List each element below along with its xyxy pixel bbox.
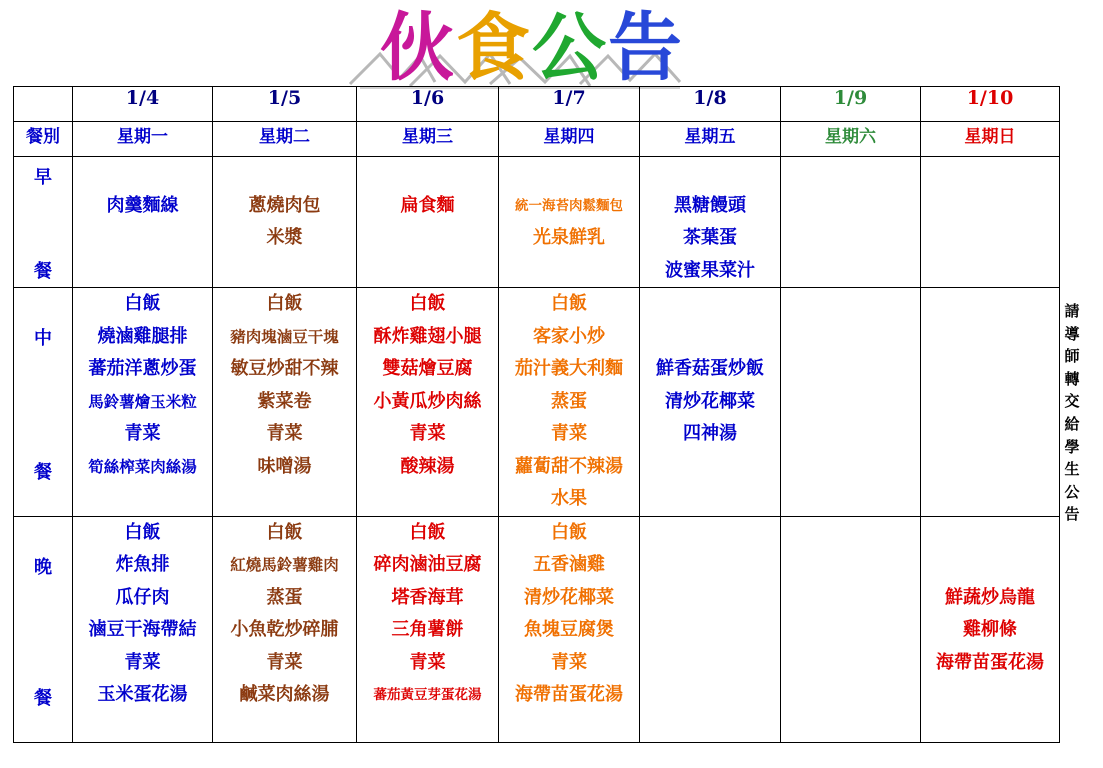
menu-item: 鮮香菇蛋炒飯 — [656, 358, 764, 379]
date-cell: 1/9 — [781, 87, 921, 122]
menu-item: 白飯 — [551, 521, 587, 543]
weekday-cell: 星期二 — [213, 122, 357, 157]
meal-menu-table — [13, 86, 1060, 743]
menu-item — [640, 321, 780, 354]
weekday-row — [14, 122, 1060, 157]
menu-item: 白飯 — [551, 293, 587, 314]
menu-item: 蕃茄洋蔥炒蛋 — [88, 358, 197, 379]
menu-cell — [499, 288, 640, 517]
menu-item: 青菜 — [124, 651, 161, 673]
menu-item: 白飯 — [409, 293, 446, 314]
menu-item: 蒸蛋 — [551, 390, 587, 412]
menu-item: 炸魚排 — [115, 554, 170, 575]
menu-item — [499, 157, 639, 190]
menu-cell — [73, 288, 213, 517]
menu-item: 青菜 — [266, 651, 303, 673]
side-note-char: 學 — [1064, 437, 1080, 456]
menu-cell — [73, 516, 213, 742]
menu-cell — [640, 516, 781, 742]
page-title — [380, 4, 684, 92]
menu-item: 酥炸雞翅小腿 — [373, 325, 482, 347]
date-cell: 1/6 — [357, 87, 499, 122]
title-char: 伙 — [380, 5, 456, 91]
menu-item: 清炒花椰菜 — [524, 586, 614, 608]
menu-item: 鹹菜肉絲湯 — [239, 684, 330, 705]
menu-item: 統一海苔肉鬆麵包 — [515, 197, 623, 214]
meal-label — [14, 516, 73, 742]
title-char: 告 — [608, 5, 684, 91]
menu-item: 茶葉蛋 — [683, 227, 737, 248]
menu-item: 海帶苗蛋花湯 — [936, 651, 1044, 673]
menu-item: 青菜 — [266, 423, 303, 444]
menu-cell — [781, 516, 921, 742]
menu-item: 水果 — [551, 488, 587, 509]
menu-cell — [921, 516, 1060, 742]
menu-item: 敏豆炒甜不辣 — [230, 358, 339, 379]
menu-item: 魚塊豆腐煲 — [524, 619, 614, 640]
header-corner — [14, 87, 73, 122]
weekday-cell: 星期日 — [921, 122, 1060, 157]
date-cell: 1/10 — [921, 87, 1060, 122]
menu-item: 清炒花椰菜 — [665, 390, 755, 412]
side-note-char: 轉 — [1064, 369, 1080, 388]
menu-item: 筍絲榨菜肉絲湯 — [88, 456, 197, 476]
menu-item: 米漿 — [266, 227, 303, 248]
menu-item: 酸辣湯 — [400, 455, 455, 477]
menu-item: 青菜 — [551, 423, 587, 444]
menu-item: 白飯 — [124, 521, 161, 543]
menu-item: 青菜 — [409, 651, 446, 673]
lunch-row — [14, 288, 1060, 517]
menu-item — [921, 517, 1059, 550]
menu-item: 馬鈴薯燴玉米粒 — [88, 391, 197, 411]
date-cell: 1/4 — [73, 87, 213, 122]
menu-item: 蕃茄黃豆芽蛋花湯 — [373, 687, 482, 703]
meal-label-top: 晚 — [34, 556, 52, 578]
menu-cell — [73, 157, 213, 288]
menu-item: 雞柳條 — [963, 619, 1017, 640]
menu-item: 客家小炒 — [533, 325, 605, 347]
menu-cell — [640, 288, 781, 517]
menu-item: 光泉鮮乳 — [533, 227, 605, 248]
meal-label-bottom: 餐 — [34, 261, 52, 282]
menu-item: 小魚乾炒碎脯 — [230, 619, 339, 640]
menu-cell — [213, 288, 357, 517]
menu-cell — [499, 516, 640, 742]
menu-item: 三角薯餅 — [391, 619, 464, 640]
menu-item: 四神湯 — [683, 423, 737, 444]
menu-item: 蒸蛋 — [266, 586, 303, 608]
meal-label-bottom: 餐 — [34, 687, 52, 709]
menu-item: 白飯 — [266, 293, 303, 314]
side-note-char: 請 — [1064, 302, 1080, 320]
menu-item: 白飯 — [124, 293, 161, 314]
side-note-char: 交 — [1064, 392, 1080, 411]
menu-item: 碎肉滷油豆腐 — [373, 554, 482, 575]
side-note-char: 師 — [1064, 347, 1080, 366]
date-cell: 1/5 — [213, 87, 357, 122]
menu-item: 黑糖饅頭 — [674, 194, 746, 216]
menu-cell — [213, 157, 357, 288]
menu-item — [357, 157, 498, 190]
menu-cell — [357, 516, 499, 742]
side-note-char: 給 — [1064, 414, 1080, 433]
menu-item: 青菜 — [551, 651, 587, 673]
menu-item: 鮮蔬炒烏龍 — [945, 586, 1035, 608]
menu-item: 燒滷雞腿排 — [97, 325, 188, 347]
menu-item — [921, 549, 1059, 582]
weekday-cell: 星期一 — [73, 122, 213, 157]
breakfast-row — [14, 157, 1060, 288]
menu-cell — [357, 288, 499, 517]
meal-label-top: 中 — [34, 328, 52, 349]
title-banner — [340, 4, 740, 94]
menu-item — [73, 157, 212, 190]
menu-item — [213, 157, 356, 190]
title-char: 公 — [532, 5, 608, 91]
menu-item: 青菜 — [409, 423, 446, 444]
menu-cell — [781, 157, 921, 288]
weekday-cell: 星期五 — [640, 122, 781, 157]
menu-item: 青菜 — [124, 423, 161, 444]
menu-item: 蘿蔔甜不辣湯 — [515, 455, 623, 477]
menu-item: 肉羹麵線 — [106, 194, 179, 216]
meal-type-label: 餐別 — [14, 122, 73, 157]
menu-item: 紅燒馬鈴薯雞肉 — [230, 555, 339, 574]
menu-cell — [921, 157, 1060, 288]
menu-item: 味噌湯 — [257, 455, 312, 477]
menu-item: 玉米蛋花湯 — [97, 684, 188, 705]
menu-cell — [357, 157, 499, 288]
menu-cell — [781, 288, 921, 517]
weekday-cell: 星期四 — [499, 122, 640, 157]
side-note-char: 公 — [1064, 482, 1080, 501]
side-note-char: 導 — [1064, 324, 1080, 343]
date-cell: 1/8 — [640, 87, 781, 122]
menu-item: 雙菇燴豆腐 — [382, 358, 473, 379]
weekday-cell: 星期六 — [781, 122, 921, 157]
menu-cell — [921, 288, 1060, 517]
menu-item — [640, 288, 780, 321]
menu-item: 塔香海茸 — [391, 586, 464, 608]
dinner-row — [14, 516, 1060, 742]
menu-item: 白飯 — [266, 521, 303, 543]
menu-item — [640, 157, 780, 190]
menu-item: 滷豆干海帶結 — [88, 619, 197, 640]
menu-item: 海帶苗蛋花湯 — [515, 684, 623, 705]
meal-label — [14, 288, 73, 517]
menu-item: 茄汁義大利麵 — [515, 358, 623, 379]
date-row — [14, 87, 1060, 122]
menu-item: 波蜜果菜汁 — [665, 259, 755, 281]
menu-item: 小黃瓜炒肉絲 — [373, 390, 482, 412]
menu-cell — [499, 157, 640, 288]
menu-item: 蔥燒肉包 — [248, 194, 321, 216]
side-note — [1062, 300, 1082, 526]
menu-cell — [640, 157, 781, 288]
meal-label — [14, 157, 73, 288]
meal-label-top: 早 — [34, 167, 52, 188]
side-note-char: 告 — [1064, 505, 1080, 524]
menu-item: 五香滷雞 — [533, 554, 605, 575]
meal-label-bottom: 餐 — [34, 461, 52, 483]
menu-item: 豬肉塊滷豆干塊 — [230, 326, 339, 346]
menu-cell — [213, 516, 357, 742]
menu-item: 白飯 — [409, 521, 446, 543]
title-char: 食 — [456, 5, 532, 91]
menu-item: 扁食麵 — [400, 194, 455, 216]
side-note-char: 生 — [1064, 460, 1080, 479]
menu-item: 瓜仔肉 — [115, 586, 170, 608]
weekday-cell: 星期三 — [357, 122, 499, 157]
date-cell: 1/7 — [499, 87, 640, 122]
menu-item: 紫菜卷 — [257, 390, 312, 412]
